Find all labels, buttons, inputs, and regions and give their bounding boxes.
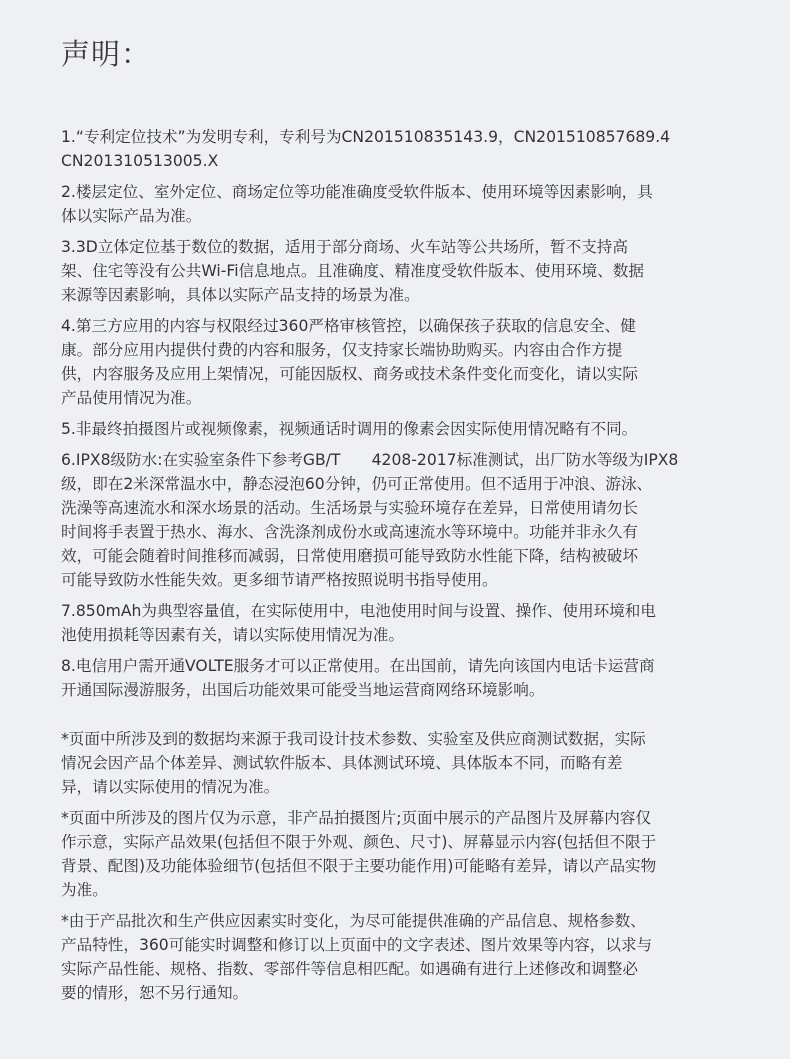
item-line: 2.楼层定位、室外定位、商场定位等功能准确度受软件版本、使用环境等因素影响，具 <box>61 183 653 201</box>
note-line: 要的情形，恕不另行通知。 <box>61 984 249 1002</box>
page-title: 声明： <box>61 37 152 71</box>
disclaimer-item-5 <box>61 417 766 441</box>
disclaimer-item-2 <box>61 180 766 228</box>
item-line: 8.电信用户需开通VOLTE服务才可以正常使用。在出国前，请先向该国内电话卡运营商 <box>61 657 655 675</box>
disclaimer-item-4 <box>61 314 766 410</box>
item-line: 效，可能会随着时间推移而减弱，日常使用磨损可能导致防水性能下降，结构被破坏 <box>61 547 638 565</box>
note-line: *页面中所涉及到的数据均来源于我司设计技术参数、实验室及供应商测试数据，实际 <box>61 730 646 748</box>
note-line: 情况会因产品个体差异、测试软件版本、具体测试环境、具体版本不同，而略有差 <box>61 754 623 772</box>
item-line: 6.IPX8级防水:在实验室条件下参考GB/T 4208-2017标准测试，出厂防水等级为IPX8 <box>61 451 679 469</box>
item-line: 洗澡等高速流水和深水场景的活动。生活场景与实验环境存在差异，日常使用请勿长 <box>61 499 638 517</box>
note-line: 背景、配图)及功能体验细节(包括但不限于主要功能作用)可能略有差异，请以产品实物 <box>61 857 657 875</box>
note-line: 产品特性，360可能实时调整和修订以上页面中的文字表述、图片效果等内容，以求与 <box>61 936 653 954</box>
item-line: 供，内容服务及应用上架情况，可能因版权、商务或技术条件变化而变化，请以实际 <box>61 365 638 383</box>
footnotes <box>61 727 766 1005</box>
item-line: 1.“专利定位技术”为发明专利，专利号为CN201510835143.9，CN201510857689.4 <box>61 128 671 146</box>
item-line: 产品使用情况为准。 <box>61 389 202 407</box>
item-line: 4.第三方应用的内容与权限经过360严格审核管控，以确保孩子获取的信息安全、健 <box>61 317 636 335</box>
item-line: 康。部分应用内提供付费的内容和服务，仅支持家长端协助购买。内容由合作方提 <box>61 341 623 359</box>
item-line: 7.850mAh为典型容量值，在实际使用中，电池使用时间与设置、操作、使用环境和电 <box>61 602 656 620</box>
item-line: 可能导致防水性能失效。更多细节请严格按照说明书指导使用。 <box>61 571 498 589</box>
note-line: 异，请以实际使用的情况为准。 <box>61 778 280 796</box>
note-line: 作示意，实际产品效果(包括但不限于外观、颜色、尺寸)、屏幕显示内容(包括但不限于 <box>61 833 657 851</box>
item-line: 5.非最终拍摄图片或视频像素，视频通话时调用的像素会因实际使用情况略有不同。 <box>61 420 638 438</box>
note-line: 为准。 <box>61 881 108 899</box>
item-line: CN201310513005.X <box>61 152 219 170</box>
disclaimer-item-8 <box>61 654 766 702</box>
note-line: *由于产品批次和生产供应因素实时变化，为尽可能提供准确的产品信息、规格参数、 <box>61 912 646 930</box>
disclaimer-item-7 <box>61 599 766 647</box>
footnote-1 <box>61 727 766 799</box>
footnote-2 <box>61 806 766 902</box>
disclaimer-list <box>61 125 766 702</box>
item-line: 体以实际产品为准。 <box>61 207 202 225</box>
item-line: 3.3D立体定位基于数位的数据，适用于部分商场、火车站等公共场所，暂不支持高 <box>61 238 628 256</box>
footnote-3 <box>61 909 766 1005</box>
item-line: 级，即在2米深常温水中，静态浸泡60分钟，仍可正常使用。但不适用于冲浪、游泳、 <box>61 475 653 493</box>
note-line: 实际产品性能、规格、指数、零部件等信息相匹配。如遇确有进行上述修改和调整必 <box>61 960 638 978</box>
item-line: 架、住宅等没有公共Wi-Fi信息地点。且准确度、精准度受软件版本、使用环境、数据 <box>61 262 644 280</box>
note-line: *页面中所涉及的图片仅为示意，非产品拍摄图片;页面中展示的产品图片及屏幕内容仅 <box>61 809 652 827</box>
item-line: 时间将手表置于热水、海水、含洗涤剂成份水或高速流水等环境中。功能并非永久有 <box>61 523 638 541</box>
disclaimer-item-6 <box>61 448 766 592</box>
disclaimer-item-3 <box>61 235 766 307</box>
disclaimer-item-1 <box>61 125 766 173</box>
item-line: 来源等因素影响，具体以实际产品支持的场景为准。 <box>61 286 420 304</box>
item-line: 池使用损耗等因素有关，请以实际使用情况为准。 <box>61 626 405 644</box>
item-line: 开通国际漫游服务，出国后功能效果可能受当地运营商网络环境影响。 <box>61 681 545 699</box>
